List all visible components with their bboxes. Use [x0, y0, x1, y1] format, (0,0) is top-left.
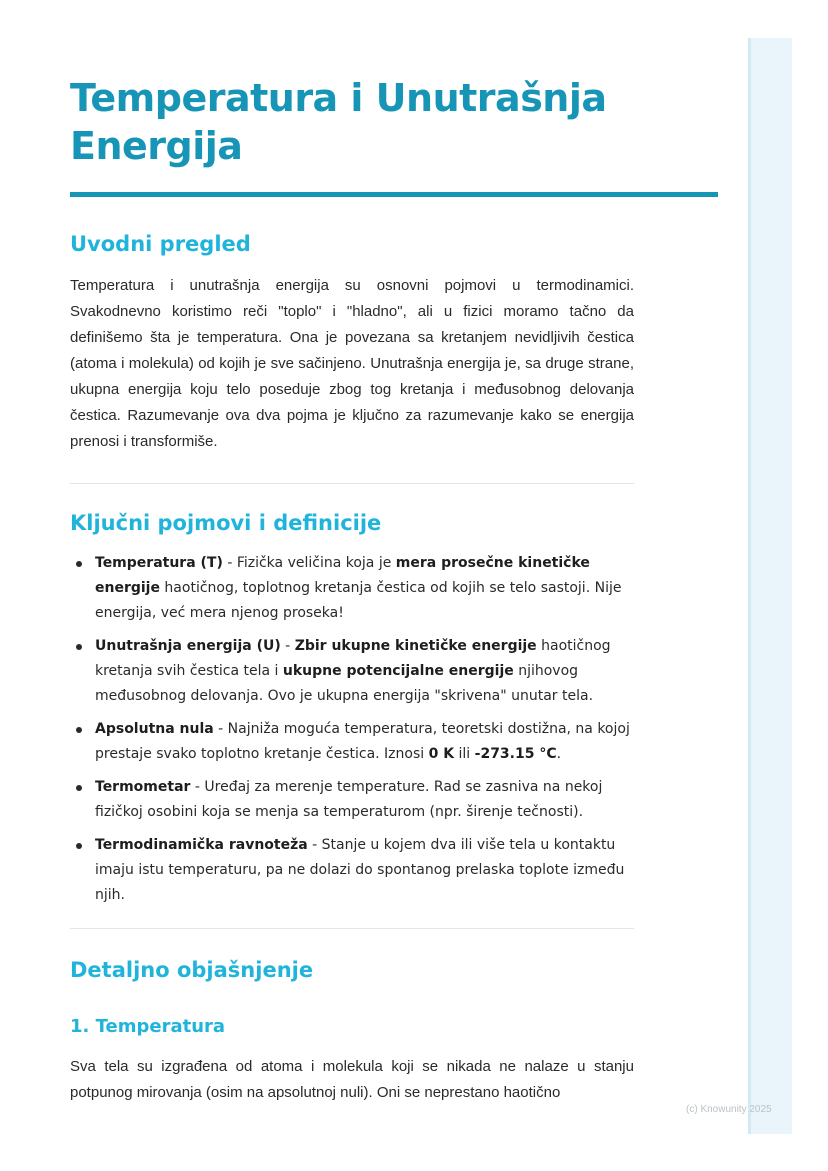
list-item: [70, 833, 634, 908]
bullet-icon: [76, 843, 82, 849]
section-divider: [70, 928, 634, 929]
bullet-icon: [76, 561, 82, 567]
concept-term: Termometar: [95, 779, 191, 795]
concept-emphasis: -273.15 °C: [474, 746, 557, 762]
intro-section: [70, 230, 634, 455]
bullet-icon: [76, 785, 82, 791]
details-paragraph: Sva tela su izgrađena od atoma i molekula koji se nikada ne nalaze u stanju potpunog mirovanja (osim na apsolutnoj nuli). Oni se neprestano haotično: [70, 1058, 634, 1101]
document-content: [70, 74, 718, 1106]
concept-term: Unutrašnja energija (U): [95, 638, 281, 654]
concept-text: .: [556, 746, 562, 762]
concepts-section: [70, 509, 634, 908]
concept-text: haotičnog, toplotnog kretanja čestica od kojih se telo sastoji. Nije energija, već mera njenog proseka!: [95, 580, 622, 621]
list-item: [70, 634, 634, 709]
list-item: [70, 551, 634, 626]
details-section: [70, 956, 634, 1106]
concept-text: - Uređaj za merenje temperature. Rad se zasniva na nekoj fizičkoj osobini koja se menja sa temperaturom (npr. širenje tečnosti).: [95, 779, 603, 820]
concepts-list: [70, 551, 634, 908]
concept-term: Apsolutna nula: [95, 721, 214, 737]
concept-emphasis: ukupne potencijalne energije: [282, 663, 514, 679]
concept-term: Temperatura (T): [95, 555, 223, 571]
copyright-watermark: (c) Knowunity 2025: [686, 1104, 772, 1115]
intro-heading: Uvodni pregled: [70, 232, 251, 256]
concept-emphasis: mera prosečne kinetičke energije: [95, 555, 590, 596]
title-underline: [70, 192, 718, 197]
list-item: [70, 775, 634, 825]
side-margin-strip: [748, 38, 792, 1134]
concept-text: njihovog međusobnog delovanja. Ovo je ukupna energija "skrivena" unutar tela.: [95, 663, 594, 704]
section-divider: [70, 483, 634, 484]
intro-paragraph: Temperatura i unutrašnja energija su osnovni pojmovi u termodinamici. Svakodnevno koristimo reči "toplo" i "hladno", ali u fizici moramo tačno da definišemo šta je temperatura. Ona je povezana sa kretanjem nevidljivih čestica (atoma i molekula) od kojih je sve sačinjeno. Unutrašnja energija je, sa druge strane, ukupna energija koju telo poseduje zbog tog kretanja i međusobnog delovanja čestica. Razumevanje ova dva pojma je ključno za razumevanje kako se energija prenosi i transformiše.: [70, 277, 634, 450]
concept-text: -: [280, 638, 295, 654]
concept-text: haotičnog kretanja svih čestica tela i: [95, 638, 611, 679]
list-item: [70, 717, 634, 767]
bullet-icon: [76, 644, 82, 650]
concept-text: - Stanje u kojem dva ili više tela u kontaktu imaju istu temperaturu, pa ne dolazi do spontanog prelaska toplote između njih.: [95, 837, 625, 903]
concept-emphasis: Zbir ukupne kinetičke energije: [294, 638, 537, 654]
concept-term: Termodinamička ravnoteža: [95, 837, 308, 853]
concept-emphasis: 0 K: [428, 746, 455, 762]
temperature-subheading: 1. Temperatura: [70, 1016, 226, 1037]
concept-text: ili: [454, 746, 475, 762]
concept-text: - Najniža moguća temperatura, teoretski dostižna, na kojoj prestaje svako toplotno kretanje čestica. Iznosi: [95, 721, 630, 762]
page-title: Temperatura i Unutrašnja Energija: [70, 76, 607, 168]
concept-text: - Fizička veličina koja je: [222, 555, 396, 571]
concepts-heading: Ključni pojmovi i definicije: [70, 511, 382, 535]
details-heading: Detaljno objašnjenje: [70, 958, 314, 982]
bullet-icon: [76, 727, 82, 733]
